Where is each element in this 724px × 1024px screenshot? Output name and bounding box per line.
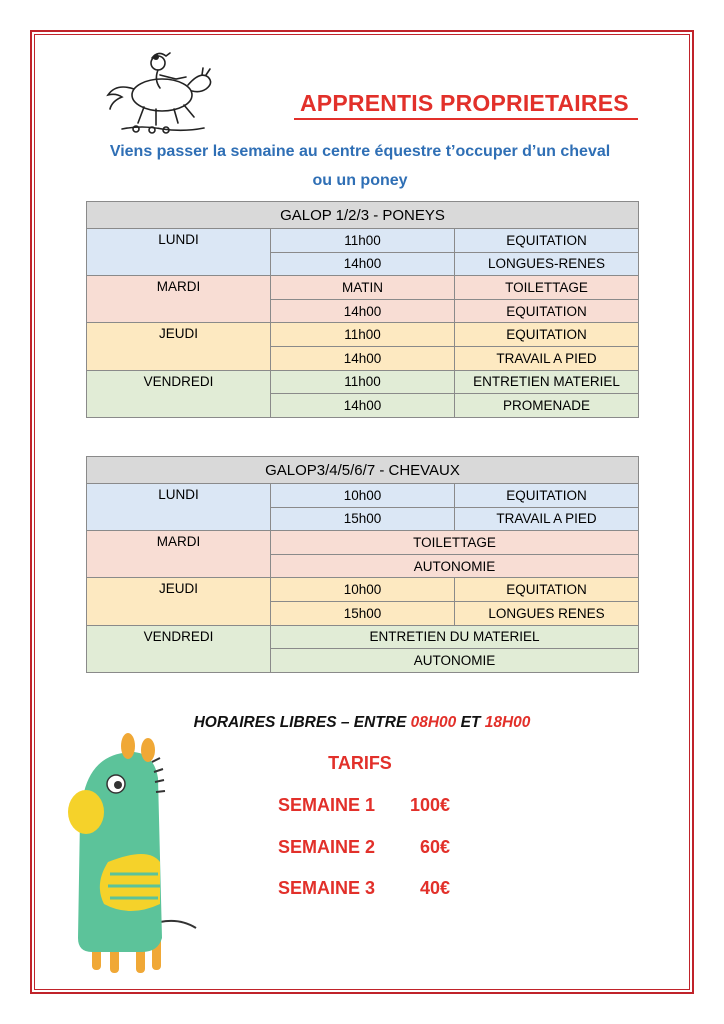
hours-middle: ET bbox=[456, 714, 485, 731]
subtitle bbox=[80, 137, 640, 195]
schedule-table-ponies bbox=[86, 201, 639, 418]
activity-cell: TRAVAIL A PIED bbox=[455, 346, 639, 370]
day-cell: JEUDI bbox=[87, 578, 271, 625]
activity-cell: LONGUES-RENES bbox=[455, 252, 639, 276]
day-cell: MARDI bbox=[87, 276, 271, 323]
day-cell: VENDREDI bbox=[87, 370, 271, 417]
table-row bbox=[87, 276, 639, 300]
activity-cell: AUTONOMIE bbox=[271, 554, 639, 578]
day-cell: LUNDI bbox=[87, 229, 271, 276]
subtitle-line-1: Viens passer la semaine au centre équestre t’occuper d’un cheval bbox=[109, 143, 611, 160]
tarif-price: 100€ bbox=[409, 795, 450, 815]
table-row bbox=[87, 323, 639, 347]
title-underline bbox=[294, 118, 638, 120]
hours-prefix: HORAIRES LIBRES – ENTRE bbox=[193, 714, 411, 731]
table-row bbox=[87, 578, 639, 602]
activity-cell: ENTRETIEN MATERIEL bbox=[455, 370, 639, 394]
tarif-price: 60€ bbox=[419, 837, 450, 857]
activity-cell: TOILETTAGE bbox=[271, 531, 639, 555]
time-cell: 11h00 bbox=[271, 323, 455, 347]
hours-end: 18H00 bbox=[484, 714, 531, 731]
activity-cell: TOILETTAGE bbox=[455, 276, 639, 300]
activity-cell: EQUITATION bbox=[455, 578, 639, 602]
activity-cell: PROMENADE bbox=[455, 394, 639, 418]
table-row bbox=[87, 625, 639, 649]
activity-cell: EQUITATION bbox=[455, 323, 639, 347]
activity-cell: AUTONOMIE bbox=[271, 649, 639, 673]
rider-pony-illustration bbox=[100, 45, 235, 137]
activity-cell: ENTRETIEN DU MATERIEL bbox=[271, 625, 639, 649]
time-cell: 14h00 bbox=[271, 299, 455, 323]
day-cell: LUNDI bbox=[87, 484, 271, 531]
schedule-table-horses bbox=[86, 456, 639, 673]
page-title: APPRENTIS PROPRIETAIRES bbox=[300, 90, 629, 116]
tarifs-title: TARIFS bbox=[328, 753, 392, 773]
activity-cell: EQUITATION bbox=[455, 299, 639, 323]
time-cell: 10h00 bbox=[271, 484, 455, 508]
time-cell: 11h00 bbox=[271, 370, 455, 394]
table-heading: GALOP 1/2/3 - PONEYS bbox=[87, 202, 639, 229]
time-cell: 15h00 bbox=[271, 507, 455, 531]
table-row bbox=[87, 484, 639, 508]
giraffe-illustration bbox=[64, 732, 204, 982]
day-cell: MARDI bbox=[87, 531, 271, 578]
time-cell: 14h00 bbox=[271, 252, 455, 276]
subtitle-line-2: ou un poney bbox=[312, 172, 408, 189]
tarif-price: 40€ bbox=[419, 878, 450, 898]
activity-cell: EQUITATION bbox=[455, 229, 639, 253]
time-cell: 15h00 bbox=[271, 601, 455, 625]
opening-hours bbox=[0, 714, 724, 732]
day-cell: VENDREDI bbox=[87, 625, 271, 672]
tarif-label: SEMAINE 1 bbox=[278, 795, 376, 815]
time-cell: MATIN bbox=[271, 276, 455, 300]
activity-cell: LONGUES RENES bbox=[455, 601, 639, 625]
table-row bbox=[87, 370, 639, 394]
activity-cell: TRAVAIL A PIED bbox=[455, 507, 639, 531]
time-cell: 14h00 bbox=[271, 394, 455, 418]
table-heading: GALOP3/4/5/6/7 - CHEVAUX bbox=[87, 457, 639, 484]
hours-start: 08H00 bbox=[410, 714, 457, 731]
table-row bbox=[87, 229, 639, 253]
table-row bbox=[87, 531, 639, 555]
time-cell: 11h00 bbox=[271, 229, 455, 253]
day-cell: JEUDI bbox=[87, 323, 271, 370]
time-cell: 10h00 bbox=[271, 578, 455, 602]
tarif-label: SEMAINE 3 bbox=[278, 878, 376, 898]
tarif-label: SEMAINE 2 bbox=[278, 837, 376, 857]
time-cell: 14h00 bbox=[271, 346, 455, 370]
activity-cell: EQUITATION bbox=[455, 484, 639, 508]
